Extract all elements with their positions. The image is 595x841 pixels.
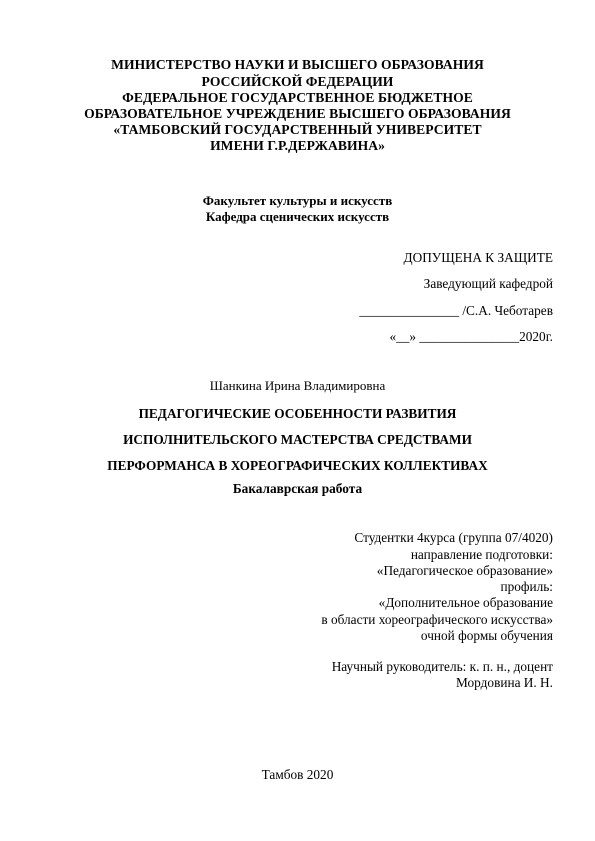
ministry-line-5: «ТАМБОВСКИЙ ГОСУДАРСТВЕННЫЙ УНИВЕРСИТЕТ <box>113 122 482 137</box>
department-name: Кафедра сценических искусств <box>205 209 390 224</box>
admission-signature-line: _______________ /С.А. Чеботарев <box>359 303 553 318</box>
admission-date-line: «__» _______________2020г. <box>389 329 553 344</box>
thesis-title-line-2: ИСПОЛНИТЕЛЬСКОГО МАСТЕРСТВА СРЕДСТВАМИ <box>123 432 472 447</box>
ministry-line-4: ОБРАЗОВАТЕЛЬНОЕ УЧРЕЖДЕНИЕ ВЫСШЕГО ОБРАЗОВАНИЯ <box>84 106 511 121</box>
student-info-line-4: профиль: <box>500 579 553 594</box>
supervisor-line-1: Научный руководитель: к. п. н., доцент <box>331 659 553 674</box>
thesis-title-line-3: ПЕРФОРМАНСА В ХОРЕОГРАФИЧЕСКИХ КОЛЛЕКТИВАХ <box>107 458 488 473</box>
work-type: Бакалаврская работа <box>232 481 363 496</box>
thesis-title-line-1: ПЕДАГОГИЧЕСКИЕ ОСОБЕННОСТИ РАЗВИТИЯ <box>138 406 457 421</box>
city-year: Тамбов 2020 <box>261 767 334 782</box>
ministry-line-3: ФЕДЕРАЛЬНОЕ ГОСУДАРСТВЕННОЕ БЮДЖЕТНОЕ <box>122 90 473 105</box>
supervisor-line-2: Мордовина И. Н. <box>456 675 553 690</box>
student-info-line-5: «Дополнительное образование <box>378 595 553 610</box>
student-info-line-3: «Педагогическое образование» <box>376 563 553 578</box>
ministry-line-2: РОССИЙСКОЙ ФЕДЕРАЦИИ <box>201 74 394 89</box>
student-info-line-1: Студентки 4курса (группа 07/4020) <box>354 530 553 545</box>
admission-position: Заведующий кафедрой <box>423 276 553 291</box>
student-info-line-7: очной формы обучения <box>420 628 553 643</box>
student-info-line-2: направление подготовки: <box>410 547 553 562</box>
author-name: Шанкина Ирина Владимировна <box>209 378 386 393</box>
faculty-name: Факультет культуры и искусств <box>202 193 393 208</box>
ministry-line-6: ИМЕНИ Г.Р.ДЕРЖАВИНА» <box>210 138 385 153</box>
student-info-line-6: в области хореографического искусства» <box>321 612 553 627</box>
ministry-line-1: МИНИСТЕРСТВО НАУКИ И ВЫСШЕГО ОБРАЗОВАНИЯ <box>111 57 484 72</box>
admission-title: ДОПУЩЕНА К ЗАЩИТЕ <box>403 250 553 265</box>
